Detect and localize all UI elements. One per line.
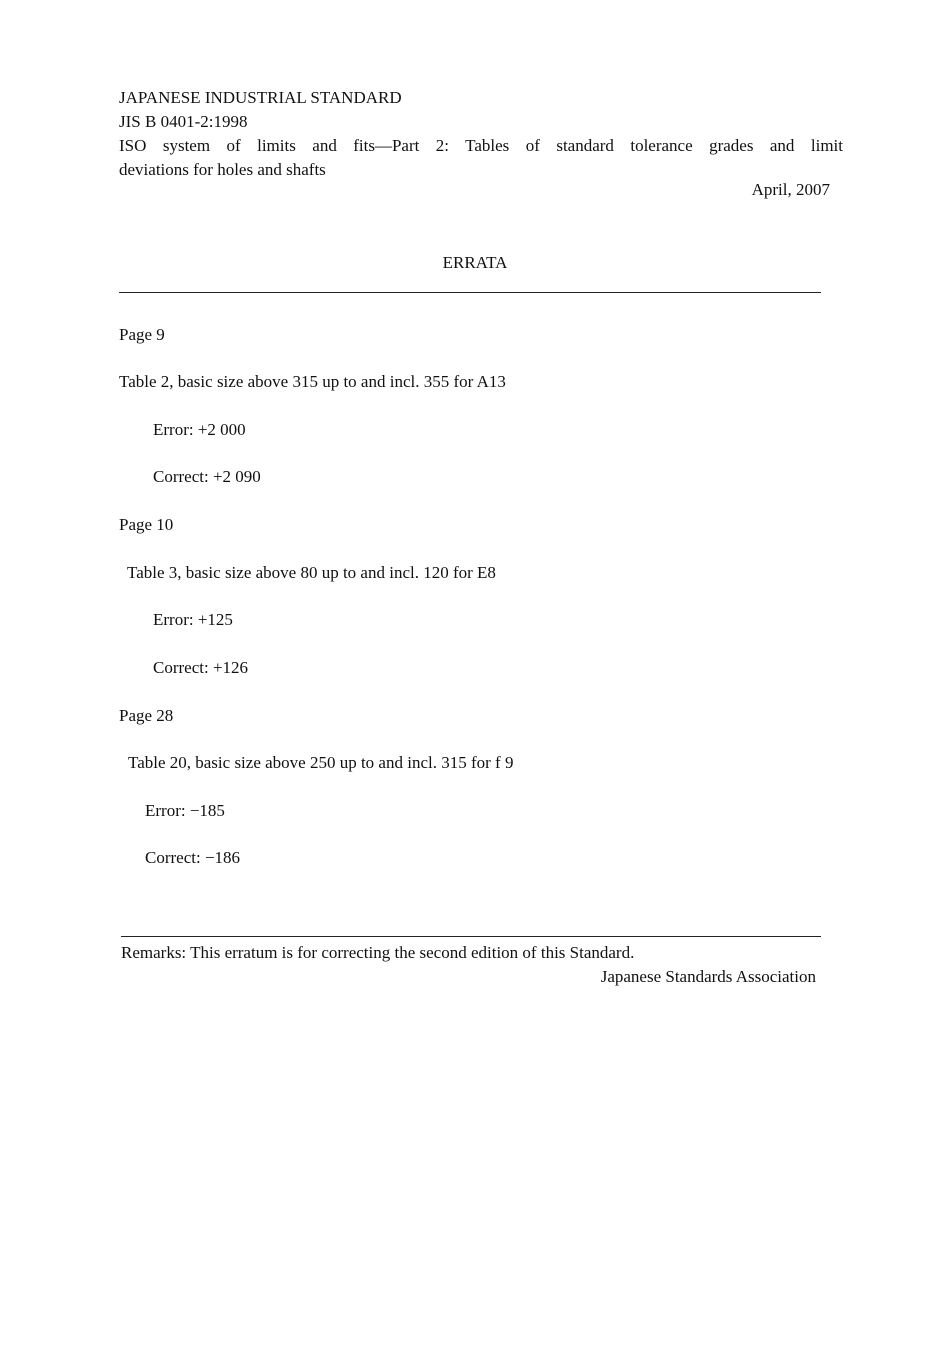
entry-correct: Correct: +126: [153, 658, 249, 677]
entry-location: Table 2, basic size above 315 up to and incl. 355 for A13: [119, 372, 506, 391]
standard-name: JAPANESE INDUSTRIAL STANDARD: [119, 88, 402, 107]
heading-divider: [119, 292, 821, 293]
document-title-line-1: ISO system of limits and fits—Part 2: Tables of standard tolerance grades and limit: [119, 136, 843, 155]
entry-error: Error: −185: [145, 801, 225, 820]
entry-error: Error: +2 000: [153, 420, 246, 439]
document-title-line-2: deviations for holes and shafts: [119, 160, 326, 179]
entry-location: Table 20, basic size above 250 up to and incl. 315 for f 9: [128, 753, 514, 772]
footer-divider: [121, 936, 821, 937]
document-header: [119, 86, 843, 182]
errata-heading: ERRATA: [442, 253, 508, 272]
remarks: Remarks: This erratum is for correcting the second edition of this Standard.: [121, 943, 635, 962]
entry-page: Page 9: [119, 325, 165, 344]
entry-page: Page 28: [119, 706, 174, 725]
entry-location: Table 3, basic size above 80 up to and incl. 120 for E8: [127, 563, 496, 582]
entry-page: Page 10: [119, 515, 174, 534]
entry-error: Error: +125: [153, 610, 233, 629]
publisher: Japanese Standards Association: [600, 967, 816, 986]
entry-correct: Correct: −186: [145, 848, 241, 867]
publication-date: April, 2007: [751, 180, 830, 199]
standard-number: JIS B 0401-2:1998: [119, 112, 248, 131]
entry-correct: Correct: +2 090: [153, 467, 261, 486]
